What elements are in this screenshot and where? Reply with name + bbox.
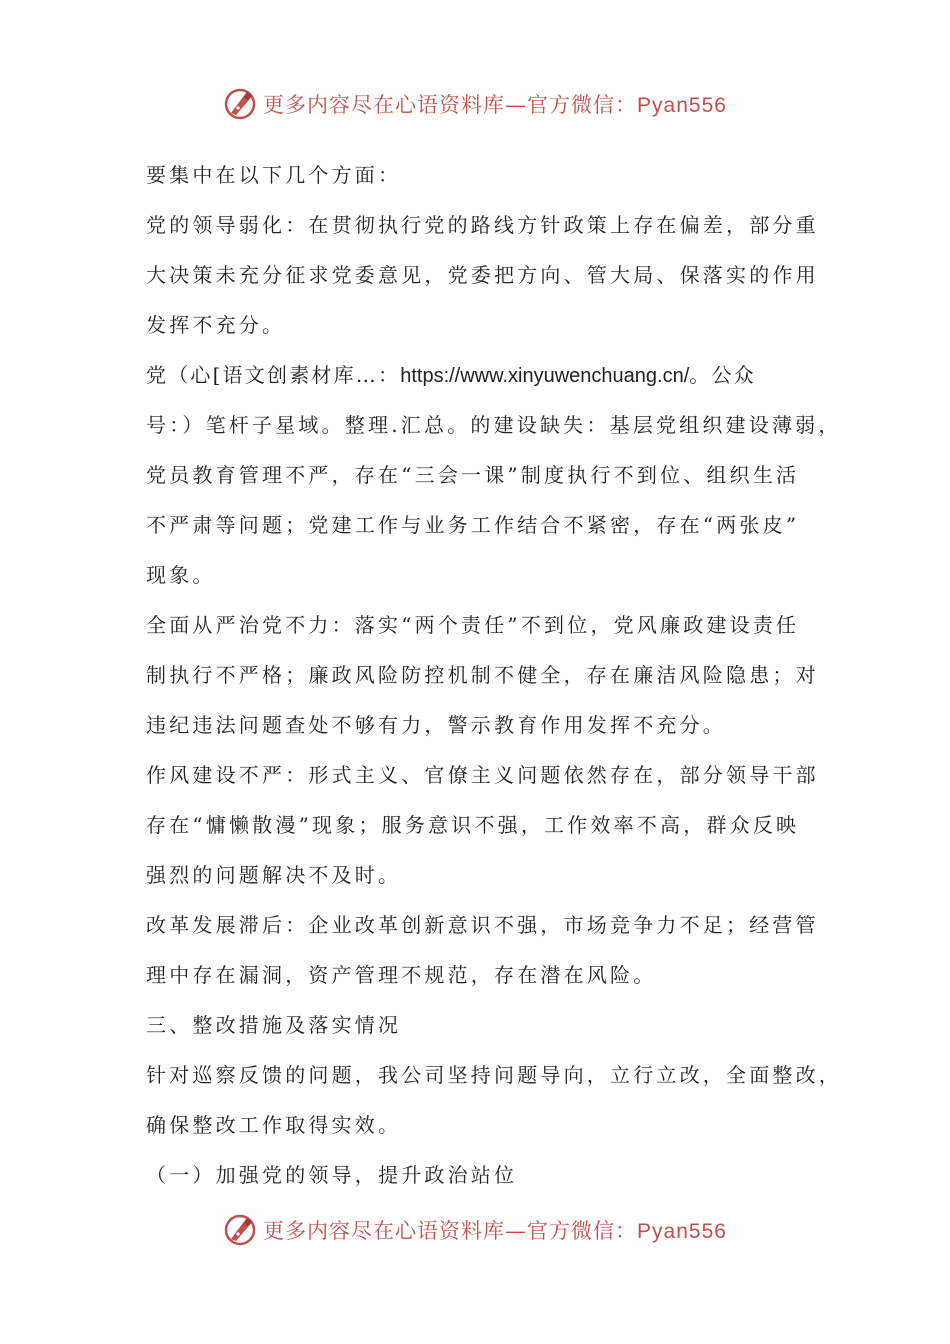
paragraph-line: 强烈的问题解决不及时。	[146, 863, 402, 887]
paragraph-line: 全面从严治党不力：落实“两个责任”不到位，党风廉政建设责任	[146, 613, 800, 637]
banner-text: 更多内容尽在心语资料库—官方微信：Pyan556	[263, 1219, 727, 1243]
banner-text: 更多内容尽在心语资料库—官方微信：Pyan556	[263, 93, 727, 117]
paragraph-line: 制执行不严格；廉政风险防控机制不健全，存在廉洁风险隐患；对	[146, 663, 819, 687]
subsection-heading: （一）加强党的领导，提升政治站位	[146, 1163, 518, 1187]
paragraph-line: 大决策未充分征求党委意见，党委把方向、管大局、保落实的作用	[146, 263, 819, 287]
pen-nib-logo-icon	[223, 1213, 257, 1247]
paragraph-line: 党的领导弱化：在贯彻执行党的路线方针政策上存在偏差，部分重	[146, 213, 819, 237]
paragraph-line: 不严肃等问题；党建工作与业务工作结合不紧密，存在“两张皮”	[146, 513, 800, 537]
document-body	[146, 150, 842, 1200]
pen-nib-logo-icon	[223, 87, 257, 121]
paragraph-line: 发挥不充分。	[146, 313, 286, 337]
paragraph-line: 改革发展滞后：企业改革创新意识不强，市场竞争力不足；经营管	[146, 913, 819, 937]
paragraph-line: 存在“慵懒散漫”现象；服务意识不强，工作效率不高，群众反映	[146, 813, 800, 837]
paragraph-line: 针对巡察反馈的问题，我公司坚持问题导向，立行立改，全面整改，	[146, 1063, 842, 1087]
paragraph-line: 现象。	[146, 563, 216, 587]
paragraph-line: 违纪违法问题查处不够有力，警示教育作用发挥不充分。	[146, 713, 726, 737]
paragraph-line: 要集中在以下几个方面：	[146, 163, 402, 187]
website-link[interactable]: https://www.xinyuwenchuang.cn/	[400, 365, 690, 387]
paragraph-line: 作风建设不严：形式主义、官僚主义问题依然存在，部分领导干部	[146, 763, 819, 787]
paragraph-line-with-url	[146, 350, 816, 400]
footer-watermark-banner	[0, 1206, 950, 1254]
url-line-suffix: 。公众	[689, 363, 756, 387]
paragraph-line: 号：）笔杆子星域。整理.汇总。的建设缺失：基层党组织建设薄弱，	[146, 413, 842, 437]
url-line-prefix: 党（心[语文创素材库…：	[146, 363, 401, 387]
header-watermark-banner	[0, 80, 950, 128]
paragraph-line: 理中存在漏洞，资产管理不规范，存在潜在风险。	[146, 963, 657, 987]
section-heading: 三、整改措施及落实情况	[146, 1013, 402, 1037]
paragraph-line: 党员教育管理不严，存在“三会一课”制度执行不到位、组织生活	[146, 463, 800, 487]
paragraph-line: 确保整改工作取得实效。	[146, 1113, 402, 1137]
